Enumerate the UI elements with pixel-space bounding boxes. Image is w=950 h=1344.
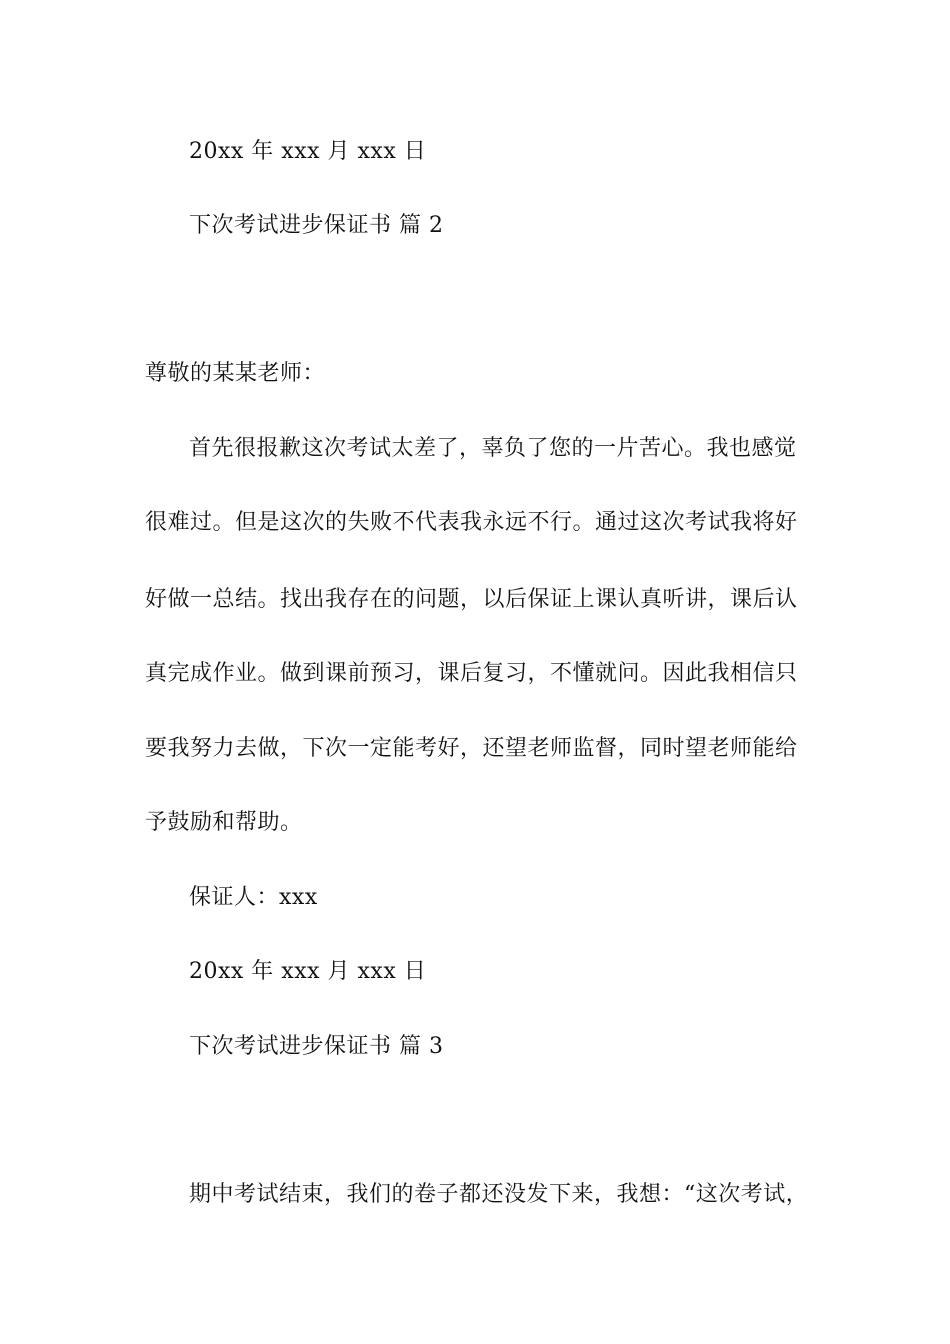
body-paragraph-line: 很难过。但是这次的失败不代表我永远不行。通过这次考试我将好 [145,510,798,535]
body-paragraph-line: 首先很报歉这次考试太差了，辜负了您的一片苦心。我也感觉 [189,436,797,461]
date-line: 20xx 年 xxx 月 xxx 日 [189,139,427,164]
section-heading: 下次考试进步保证书 篇 2 [189,213,444,238]
section-heading: 下次考试进步保证书 篇 3 [189,1034,444,1059]
body-paragraph-line: 予鼓励和帮助。 [145,810,303,835]
date-line: 20xx 年 xxx 月 xxx 日 [189,959,427,984]
body-paragraph-line: 期中考试结束，我们的卷子都还没发下来，我想：“这次考试， [189,1182,809,1207]
body-paragraph-line: 要我努力去做，下次一定能考好，还望老师监督，同时望老师能给 [145,736,798,761]
guarantor-line: 保证人：xxx [189,885,318,910]
salutation: 尊敬的某某老师： [145,361,326,386]
body-paragraph-line: 真完成作业。做到课前预习，课后复习，不懂就问。因此我相信只 [145,661,798,686]
body-paragraph-line: 好做一总结。找出我存在的问题，以后保证上课认真听讲，课后认 [145,587,798,612]
